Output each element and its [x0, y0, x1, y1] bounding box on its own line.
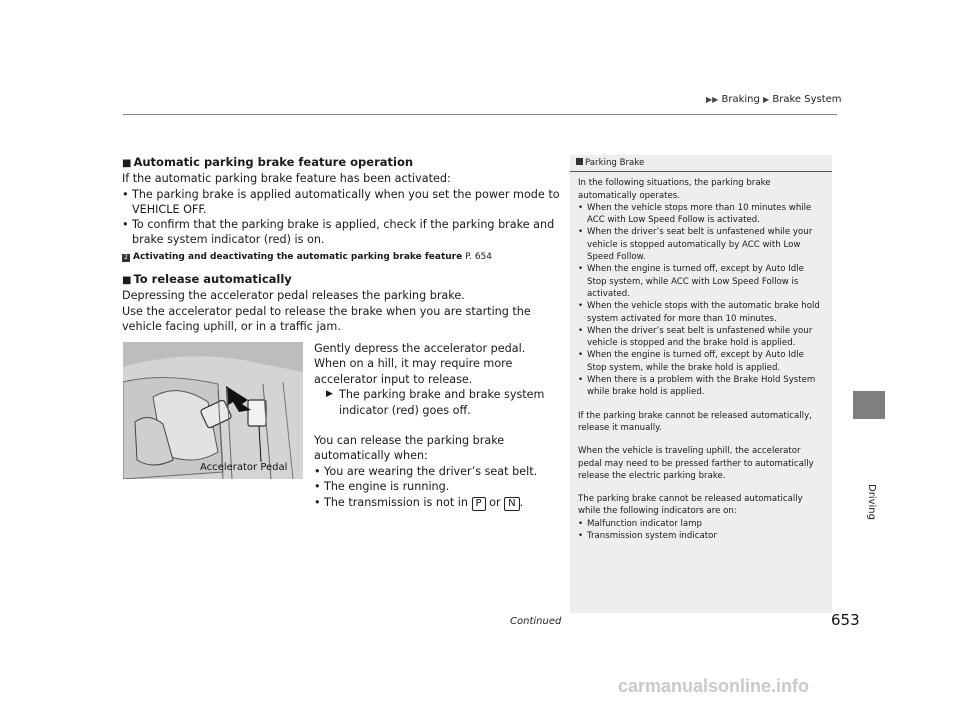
- sidebar-list-item: • When the vehicle stops more than 10 minutes while ACC with Low Speed Follow is activated.: [578, 202, 824, 227]
- sidebar-list-item: • When there is a problem with the Brake Hold System while brake hold is applied.: [578, 374, 824, 399]
- header-divider: [123, 114, 837, 115]
- chevron-right-icon: ▶: [763, 95, 770, 104]
- chapter-tab[interactable]: [853, 391, 885, 419]
- figure-caption: Accelerator Pedal: [200, 462, 288, 473]
- sidebar-intro: In the following situations, the parking brake automatically operates.: [578, 178, 771, 201]
- parking-brake-sidebar: [570, 155, 832, 613]
- watermark: carmanualsonline.info: [618, 676, 810, 696]
- result-arrow-icon: ▶: [326, 389, 333, 400]
- accelerator-pedal-illustration: [123, 342, 303, 479]
- sidebar-paragraph: If the parking brake cannot be released automatically, release it manually.: [578, 410, 812, 433]
- square-bullet-icon: ■: [122, 275, 132, 287]
- result-line: indicator (red) goes off.: [339, 403, 471, 417]
- instruction-line: Gently depress the accelerator pedal.: [314, 342, 526, 355]
- breadcrumb: [706, 94, 842, 105]
- gear-key-p: P: [472, 497, 486, 511]
- page-number: 653: [831, 611, 860, 629]
- breadcrumb-item-brake-system[interactable]: Brake System: [772, 94, 842, 105]
- note-icon: [576, 158, 583, 165]
- sidebar-list-item: • When the engine is turned off, except by Auto Idle Stop system, while ACC with Low Speed Follow is activated.: [578, 263, 824, 300]
- square-bullet-icon: ■: [122, 158, 132, 169]
- reference-arrow-icon: 2: [122, 254, 130, 262]
- continued-label: Continued: [510, 616, 562, 627]
- instruction-line: accelerator input to release.: [314, 372, 473, 386]
- paragraph: You can release the parking brake: [314, 434, 505, 448]
- sidebar-paragraph: When the vehicle is traveling uphill, the accelerator pedal may need to be pressed farther to automatically release the electric parking brake.: [578, 446, 814, 481]
- sidebar-list-item: • When the driver’s seat belt is unfastened while your vehicle is stopped and the brake hold is applied.: [578, 325, 824, 350]
- paragraph: Depressing the accelerator pedal releases the parking brake.: [122, 289, 465, 303]
- list-item: • The parking brake is applied automatically when you set the power mode to VEHICLE OFF.: [122, 187, 562, 218]
- list-item: • The engine is running.: [314, 479, 554, 494]
- sidebar-title: Parking Brake: [570, 157, 832, 172]
- gear-key-n: N: [504, 497, 519, 511]
- chapter-tab-label: Driving: [866, 484, 877, 520]
- paragraph: automatically when:: [314, 449, 428, 463]
- list-item: • The transmission is not in P or N .: [314, 495, 554, 511]
- sidebar-paragraph: The parking brake cannot be released automatically while the following indicators are on:: [578, 494, 803, 517]
- section-intro: If the automatic parking brake feature has been activated:: [122, 172, 451, 186]
- breadcrumb-item-braking[interactable]: Braking: [721, 94, 760, 105]
- list-item: • You are wearing the driver’s seat belt.: [314, 464, 554, 479]
- chevron-right-icon: ▶▶: [706, 95, 719, 104]
- section-heading-release: ■ To release automatically: [122, 272, 292, 287]
- section-heading-automatic: ■ Automatic parking brake feature operation: [122, 155, 414, 169]
- cross-reference-link[interactable]: 2 Activating and deactivating the automatic parking brake feature P. 654: [122, 250, 562, 265]
- instruction-line: When on a hill, it may require more: [314, 357, 513, 371]
- sidebar-list-item: • When the engine is turned off, except by Auto Idle Stop system, while the brake hold is applied.: [578, 349, 824, 374]
- sidebar-list-item: • Malfunction indicator lamp: [578, 518, 824, 530]
- sidebar-list-item: • Transmission system indicator: [578, 530, 824, 542]
- paragraph: Use the accelerator pedal to release the brake when you are starting the vehicle facing uphill, or in a traffic jam.: [122, 304, 531, 333]
- release-instructions: [314, 341, 554, 511]
- sidebar-list-item: • When the driver’s seat belt is unfastened while your vehicle is stopped automatically by ACC with Low Speed Follow.: [578, 226, 824, 263]
- result-line: ▶ The parking brake and brake system: [326, 388, 545, 402]
- list-item: • To confirm that the parking brake is applied, check if the parking brake and brake system indicator (red) is on.: [122, 217, 562, 248]
- main-content: [122, 155, 562, 334]
- sidebar-list-item: • When the vehicle stops with the automatic brake hold system activated for more than 10 minutes.: [578, 300, 824, 325]
